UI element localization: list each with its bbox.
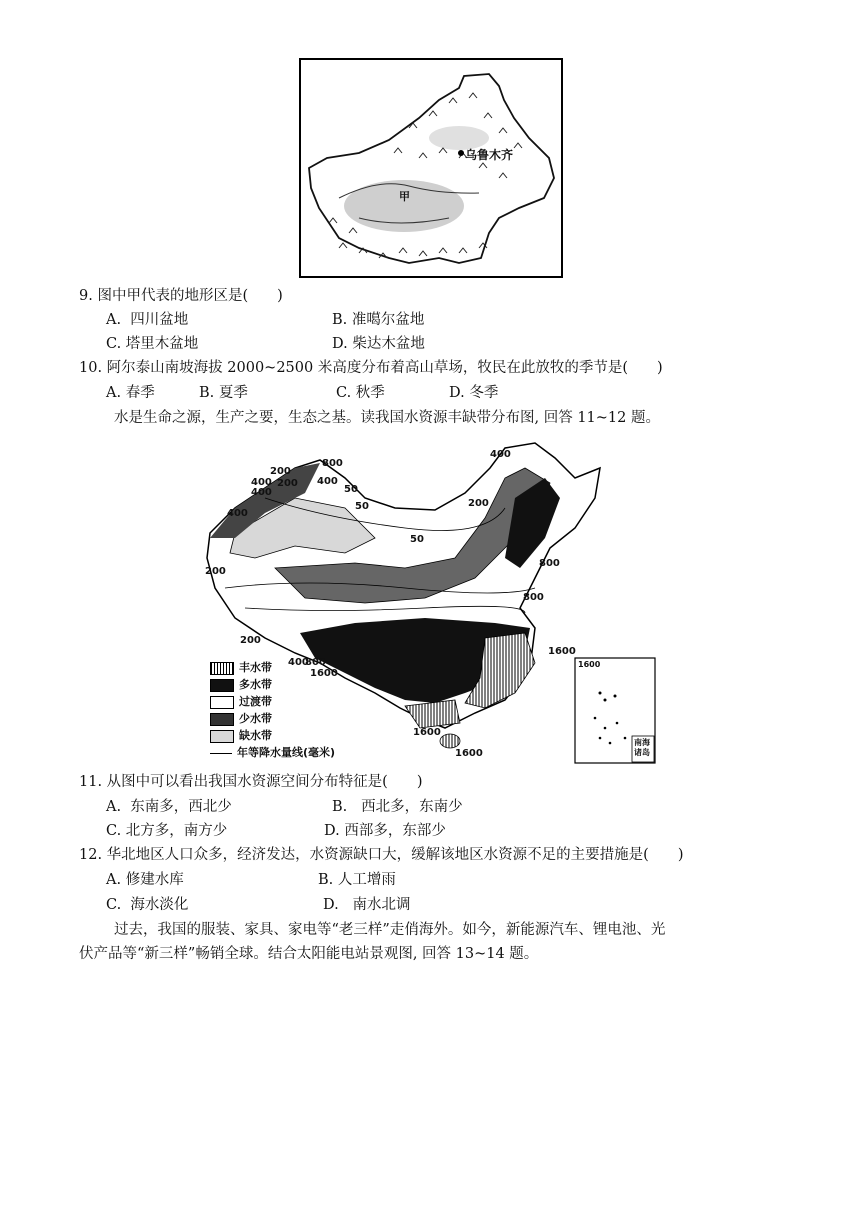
legend-label: 过渡带 <box>239 695 272 708</box>
isoline-label: 400 <box>317 476 338 487</box>
legend-label: 缺水带 <box>239 729 272 742</box>
legend-swatch-darkgrey <box>210 713 234 726</box>
isoline-label: 1600 <box>455 748 483 759</box>
q12-option-d[interactable]: D. 南水北调 <box>323 897 411 913</box>
q10-option-b[interactable]: B. 夏季 <box>199 385 248 401</box>
isoline-label: 800 <box>523 592 544 603</box>
q10-stem: 10. 阿尔泰山南坡海拔 2000~2500 米高度分布着高山草场，牧民在此放牧的季节是( ) <box>79 360 663 376</box>
isoline-label: 400 <box>288 657 309 668</box>
intro-water: 水是生命之源，生产之要，生态之基。读我国水资源丰缺带分布图, 回答 11~12 题。 <box>114 410 660 426</box>
isoline-label: 800 <box>305 657 326 668</box>
q12-stem: 12. 华北地区人口众多，经济发达，水资源缺口大，缓解该地区水资源不足的主要措施是( ) <box>79 847 684 863</box>
inset-label: 南海诸岛 <box>634 738 650 757</box>
china-water-map-drawing <box>205 438 665 766</box>
legend-item-shortage <box>210 729 272 743</box>
q12-option-b[interactable]: B. 人工增雨 <box>318 872 396 888</box>
isoline-label: 800 <box>322 458 343 469</box>
q10-option-d[interactable]: D. 冬季 <box>449 385 499 401</box>
q11-option-d[interactable]: D. 西部多，东部少 <box>324 823 446 839</box>
isoline-label: 200 <box>205 566 226 577</box>
xinjiang-map-drawing <box>299 58 563 278</box>
legend-item-isoline <box>210 746 335 760</box>
q11-option-b[interactable]: B. 西北多，东南少 <box>332 799 463 815</box>
legend-label: 丰水带 <box>239 661 272 674</box>
legend-swatch-lightgrey <box>210 730 234 743</box>
q9-option-a[interactable]: A. 四川盆地 <box>106 312 189 328</box>
china-water-map <box>205 438 665 766</box>
legend-item-much <box>210 678 272 692</box>
isoline-label: 200 <box>277 478 298 489</box>
q11-stem: 11. 从图中可以看出我国水资源空间分布特征是( ) <box>79 774 423 790</box>
q9-option-c[interactable]: C. 塔里木盆地 <box>106 336 199 352</box>
q9-option-d[interactable]: D. 柴达木盆地 <box>332 336 425 352</box>
isoline-label: 1600 <box>310 668 338 679</box>
q11-option-c[interactable]: C. 北方多，南方少 <box>106 823 228 839</box>
isoline-label: 200 <box>270 466 291 477</box>
urumqi-label: 乌鲁木齐 <box>465 148 514 162</box>
isoline-label: 400 <box>227 508 248 519</box>
legend-swatch-black <box>210 679 234 692</box>
isoline-label: 800 <box>539 558 560 569</box>
isoline-label: 50 <box>355 501 369 512</box>
legend-swatch-white <box>210 696 234 709</box>
q9-option-b[interactable]: B. 准噶尔盆地 <box>332 312 425 328</box>
legend-item-abundant <box>210 661 272 675</box>
isoline-label: 1600 <box>413 727 441 738</box>
q12-option-a[interactable]: A. 修建水库 <box>106 872 184 888</box>
isoline-label: 200 <box>468 498 489 509</box>
isoline-label: 400 <box>251 477 272 488</box>
q11-option-a[interactable]: A. 东南多，西北少 <box>106 799 232 815</box>
q10-option-a[interactable]: A. 春季 <box>106 385 155 401</box>
intro-new-three-cont: 伏产品等“新三样”畅销全球。结合太阳能电站景观图, 回答 13~14 题。 <box>79 946 539 962</box>
xinjiang-map <box>299 58 563 278</box>
isoline-label: 200 <box>240 635 261 646</box>
legend-label: 多水带 <box>239 678 272 691</box>
legend-label: 少水带 <box>239 712 272 725</box>
q9-stem: 9. 图中甲代表的地形区是( ) <box>79 288 283 304</box>
q12-option-c[interactable]: C. 海水淡化 <box>106 897 189 913</box>
jia-label: 甲 <box>399 190 410 203</box>
legend-item-transition <box>210 695 272 709</box>
isoline-label: 400 <box>251 487 272 498</box>
legend-line-icon <box>210 753 232 754</box>
isoline-label: 1600 <box>578 660 601 669</box>
isoline-label: 1600 <box>548 646 576 657</box>
legend-label: 年等降水量线(毫米) <box>237 746 336 759</box>
isoline-label: 50 <box>344 484 358 495</box>
legend-item-little <box>210 712 272 726</box>
legend-swatch-striped <box>210 662 234 675</box>
isoline-label: 50 <box>410 534 424 545</box>
isoline-label: 400 <box>490 449 511 460</box>
q10-option-c[interactable]: C. 秋季 <box>336 385 385 401</box>
intro-new-three: 过去，我国的服装、家具、家电等“老三样”走俏海外。如今，新能源汽车、锂电池、光 <box>114 922 666 938</box>
